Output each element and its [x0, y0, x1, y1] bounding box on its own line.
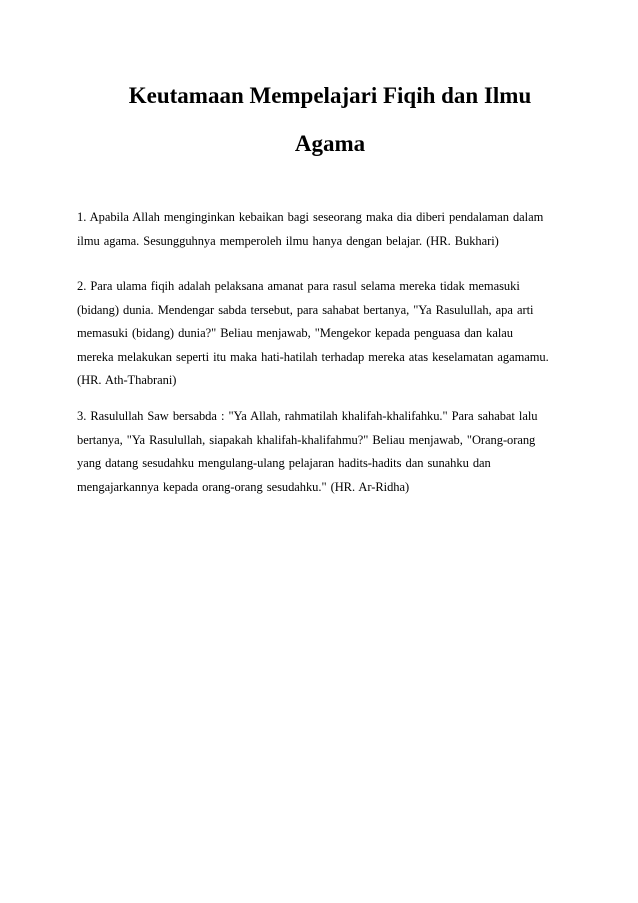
paragraph-line: ilmu agama. Sesungguhnya memperoleh ilmu hanya dengan belajar. (HR. Bukhari) [77, 233, 499, 248]
paragraph-line: (bidang) dunia. Mendengar sabda tersebut, para sahabat bertanya, "Ya Rasulullah, apa arti [77, 302, 534, 317]
paragraph-line: 3. Rasulullah Saw bersabda : "Ya Allah, rahmatilah khalifah-khalifahku." Para sahabat lalu [77, 409, 538, 423]
paragraph-line: 1. Apabila Allah menginginkan kebaikan bagi seseorang maka dia diberi pendalaman dalam [77, 210, 544, 224]
document-title-line-2: Agama [294, 131, 366, 156]
paragraph-line: yang datang sesudahku mengulang-ulang pelajaran hadits-hadits dan sunahku dan [77, 456, 491, 470]
paragraph-3 [77, 405, 577, 499]
document-title-line-1: Keutamaan Mempelajari Fiqih dan Ilmu [128, 83, 532, 108]
paragraph-line: mengajarkannya kepada orang-orang sesudahku." (HR. Ar-Ridha) [77, 479, 410, 494]
paragraph-line: mereka melakukan seperti itu maka hati-hatilah terhadap mereka atas keselamatan agamamu. [77, 349, 549, 364]
paragraph-line: bertanya, "Ya Rasulullah, siapakah khalifah-khalifahmu?" Beliau menjawab, "Orang-orang [77, 432, 536, 447]
paragraph-line: (HR. Ath-Thabrani) [77, 373, 177, 387]
paragraph-line: 2. Para ulama fiqih adalah pelaksana amanat para rasul selama mereka tidak memasuki [77, 279, 520, 293]
paragraph-2 [77, 275, 577, 393]
paragraph-1 [77, 206, 577, 253]
paragraph-line: memasuki (bidang) dunia?" Beliau menjawab, "Mengekor kepada penguasa dan kalau [77, 326, 513, 340]
